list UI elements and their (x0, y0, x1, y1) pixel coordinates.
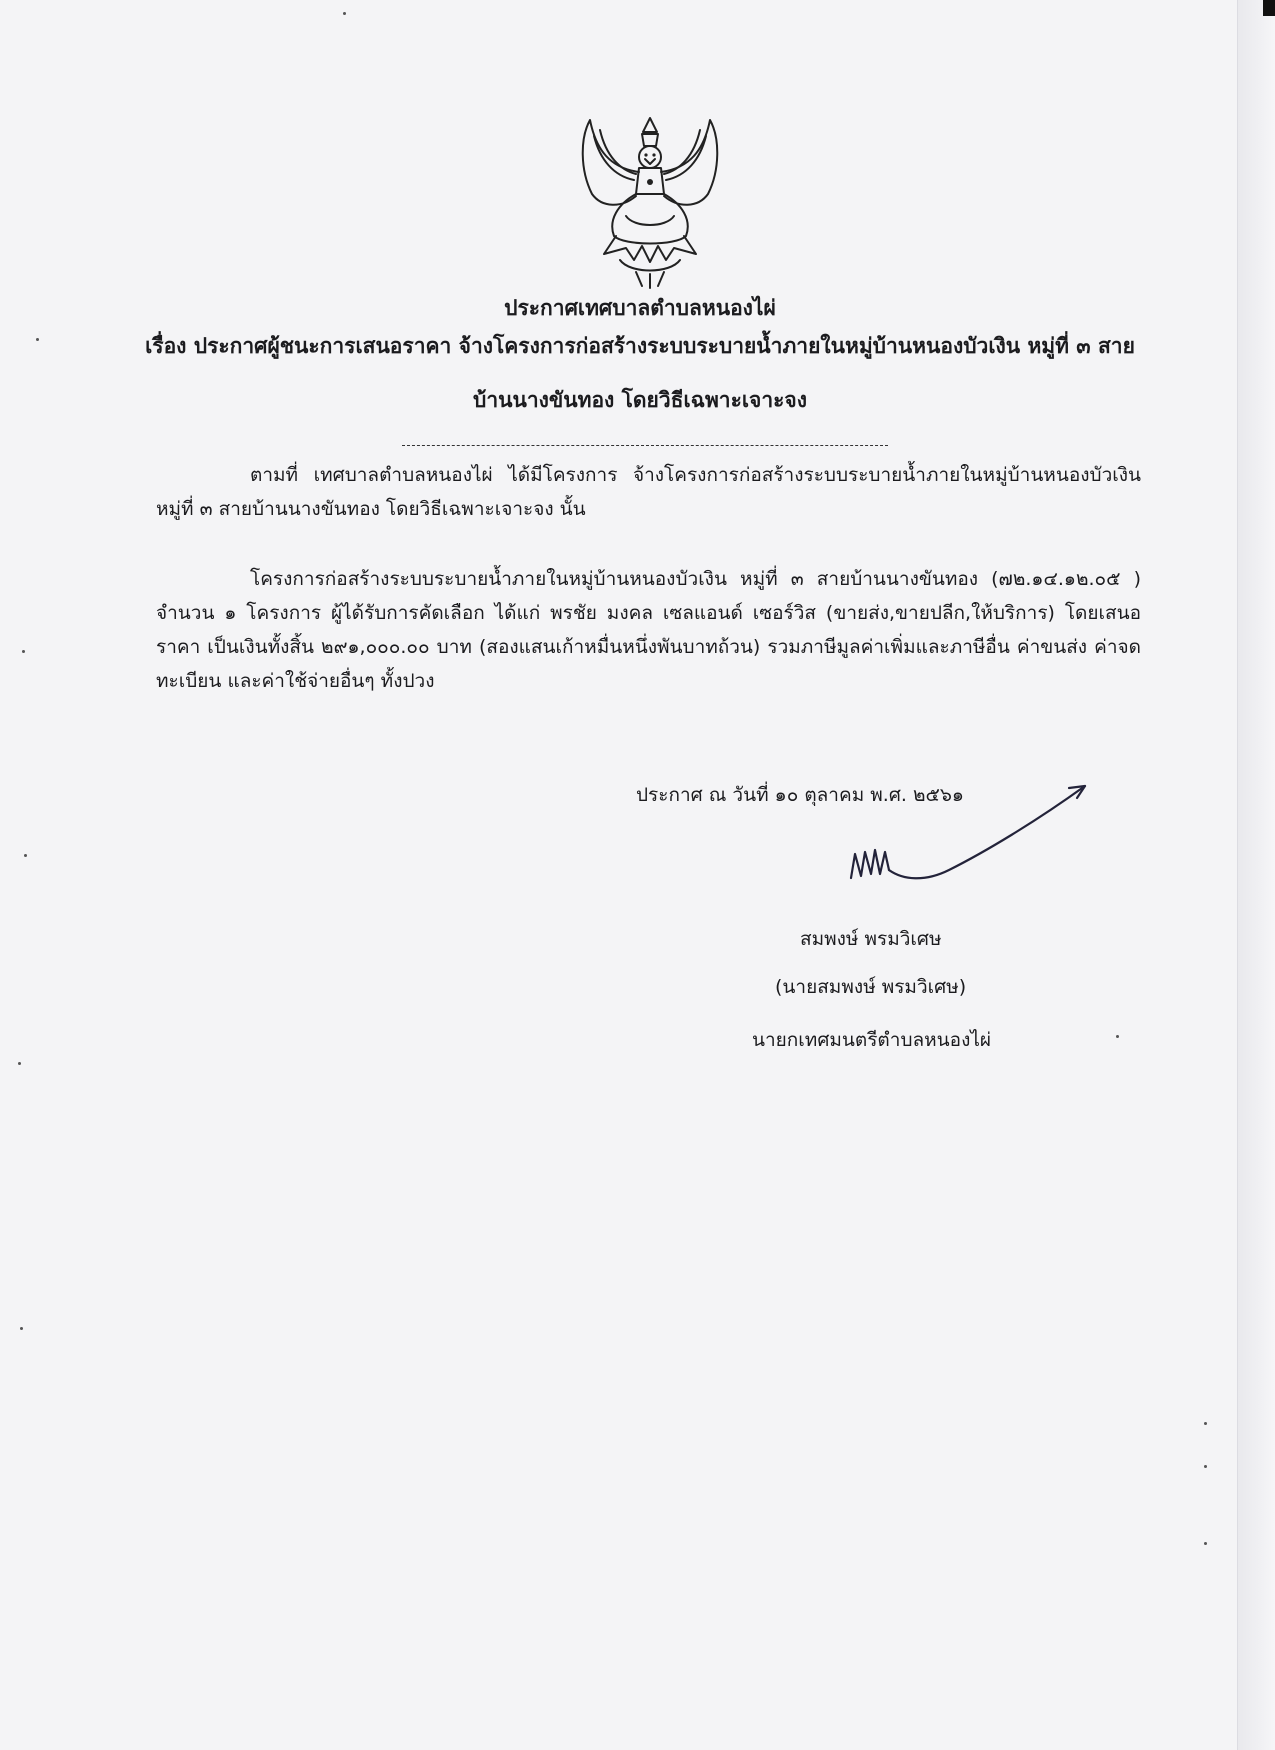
signatory-full-name: (นายสมพงษ์ พรมวิเศษ) (775, 976, 967, 998)
scan-speck (36, 338, 39, 341)
body-paragraph-1-text: ตามที่ เทศบาลตำบลหนองไผ่ ได้มีโครงการ จ้างโครงการก่อสร้างระบบระบายน้ำภายในหมู่บ้านหนองบัวเงิน หมู่ที่ ๓ สายบ้านนางขันทอง โดยวิธีเฉพาะเจาะจง นั้น (156, 464, 1141, 520)
scan-speck (24, 854, 27, 857)
scan-speck (343, 12, 346, 15)
scan-speck (22, 650, 25, 653)
scan-speck (1204, 1422, 1207, 1425)
body-paragraph-1 (156, 458, 1141, 526)
subject-line-1: เรื่อง ประกาศผู้ชนะการเสนอราคา จ้างโครงการก่อสร้างระบบระบายน้ำภายในหมู่บ้านหนองบัวเงิน หมู่ที่ ๓ สาย (145, 334, 1135, 358)
scan-speck (20, 1327, 23, 1330)
body-paragraph-2-text: โครงการก่อสร้างระบบระบายน้ำภายในหมู่บ้านหนองบัวเงิน หมู่ที่ ๓ สายบ้านนางขันทอง (๗๒.๑๔.๑๒.๐๕ ) จำนวน ๑ โครงการ ผู้ได้รับการคัดเลือก ได้แก่ พรชัย มงคล เซลแอนด์ เซอร์วิส (ขายส่ง,ขายปลีก,ให้บริการ) โดยเสนอราคา เป็นเงินทั้งสิ้น ๒๙๑,๐๐๐.๐๐ บาท (สองแสนเก้าหมื่นหนึ่งพันบาทถ้วน) รวมภาษีมูลค่าเพิ่มและภาษีอื่น ค่าขนส่ง ค่าจดทะเบียน และค่าใช้จ่ายอื่นๆ ทั้งปวง (156, 568, 1141, 692)
handwritten-signature (845, 780, 1095, 885)
scan-speck (1204, 1542, 1207, 1545)
subject-line-2: บ้านนางขันทอง โดยวิธีเฉพาะเจาะจง (473, 388, 807, 412)
announcement-title: ประกาศเทศบาลตำบลหนองไผ่ (504, 296, 776, 320)
scan-speck (1204, 1465, 1207, 1468)
signatory-name: สมพงษ์ พรมวิเศษ (800, 928, 942, 950)
scan-speck (18, 1062, 21, 1065)
announcement-date: ประกาศ ณ วันที่ ๑๐ ตุลาคม พ.ศ. ๒๕๖๑ (636, 784, 964, 806)
scan-speck (1116, 1035, 1119, 1038)
scan-page-edge (1237, 0, 1275, 1750)
scan-corner-mark (1263, 0, 1275, 16)
garuda-emblem-icon (570, 112, 730, 292)
signatory-position: นายกเทศมนตรีตำบลหนองไผ่ (752, 1029, 992, 1051)
dashed-divider (402, 445, 888, 446)
body-paragraph-2 (156, 562, 1141, 698)
